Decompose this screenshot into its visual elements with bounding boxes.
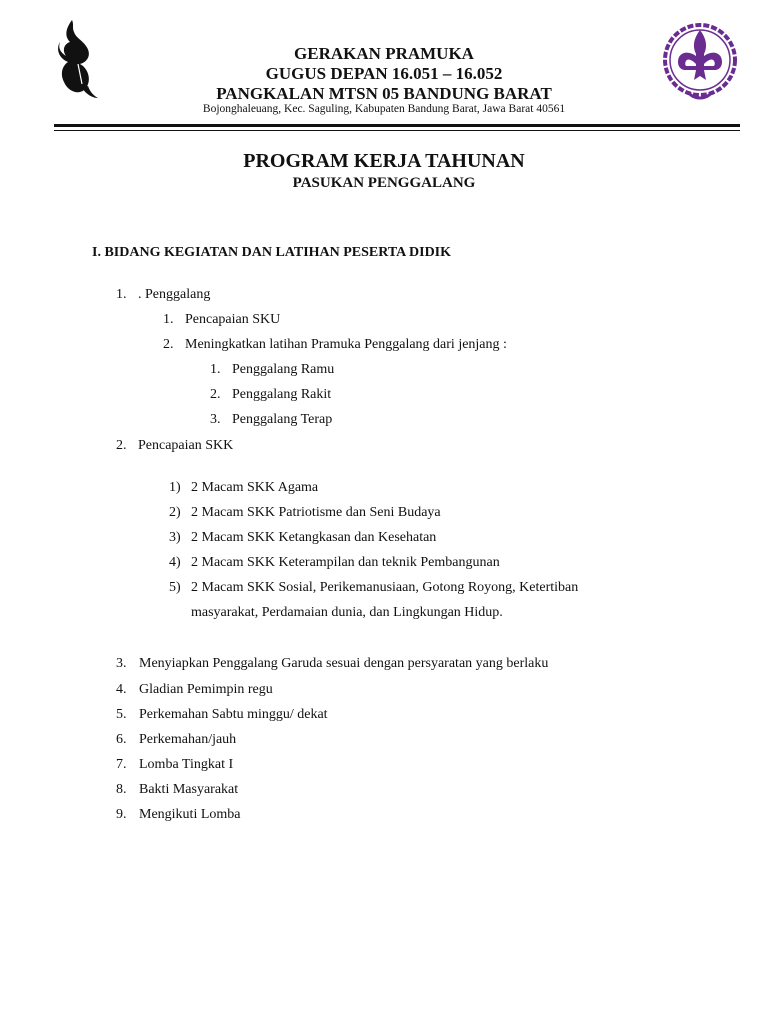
list-text: Penggalang Terap xyxy=(232,412,333,427)
list-text: Perkemahan/jauh xyxy=(139,732,237,747)
list-text: masyarakat, Perdamaian dunia, dan Lingkungan Hidup. xyxy=(191,605,503,620)
list-number: 2. xyxy=(116,438,127,453)
list-text: 2 Macam SKK Keterampilan dan teknik Pembangunan xyxy=(191,555,500,570)
list-number: 3. xyxy=(210,412,221,427)
list-text: Pencapaian SKK xyxy=(138,438,234,453)
list-text: Perkemahan Sabtu minggu/ dekat xyxy=(139,707,328,722)
header-rule-thin xyxy=(54,130,740,131)
address: Bojonghaleuang, Kec. Saguling, Kabupaten Bandung Barat, Jawa Barat 40561 xyxy=(202,103,566,115)
list-text: Lomba Tingkat I xyxy=(139,757,234,772)
list-text: 2 Macam SKK Sosial, Perikemanusiaan, Gotong Royong, Ketertiban xyxy=(191,580,579,595)
list-number: 1) xyxy=(169,480,181,495)
list-number: 2. xyxy=(163,337,174,352)
list-text: Meningkatkan latihan Pramuka Penggalang dari jenjang : xyxy=(185,337,507,352)
list-text: 2 Macam SKK Agama xyxy=(191,480,319,495)
document-title: PROGRAM KERJA TAHUNAN xyxy=(243,150,525,172)
list-text: Gladian Pemimpin regu xyxy=(139,682,273,697)
list-number: 4) xyxy=(169,555,181,570)
list-text: Bakti Masyarakat xyxy=(139,782,239,797)
tunas-kelapa-icon xyxy=(52,18,102,102)
list-number: 5. xyxy=(116,707,127,722)
pangkalan: PANGKALAN MTSN 05 BANDUNG BARAT xyxy=(216,84,552,103)
list-number: 4. xyxy=(116,682,127,697)
section-heading: I. BIDANG KEGIATAN DAN LATIHAN PESERTA DIDIK xyxy=(92,245,452,260)
list-number: 2. xyxy=(210,387,221,402)
list-number: 3. xyxy=(116,656,127,671)
header-rule-thick xyxy=(54,124,740,127)
list-text: 2 Macam SKK Ketangkasan dan Kesehatan xyxy=(191,530,437,545)
list-number: 6. xyxy=(116,732,127,747)
org-name: GERAKAN PRAMUKA xyxy=(294,44,474,63)
list-text: Penggalang Rakit xyxy=(232,387,332,402)
list-text: Mengikuti Lomba xyxy=(139,807,241,822)
list-number: 8. xyxy=(116,782,127,797)
list-number: 1. xyxy=(116,287,127,302)
list-number: 7. xyxy=(116,757,127,772)
list-number: 2) xyxy=(169,505,181,520)
list-text: Penggalang Ramu xyxy=(232,362,335,377)
list-number: 1. xyxy=(210,362,221,377)
document-subtitle: PASUKAN PENGGALANG xyxy=(292,175,476,191)
list-text: . Penggalang xyxy=(138,287,211,302)
list-number: 3) xyxy=(169,530,181,545)
list-number: 1. xyxy=(163,312,174,327)
list-text: Menyiapkan Penggalang Garuda sesuai dengan persyaratan yang berlaku xyxy=(139,656,549,671)
gugus-depan: GUGUS DEPAN 16.051 – 16.052 xyxy=(265,64,503,83)
list-number: 5) xyxy=(169,580,181,595)
list-text: 2 Macam SKK Patriotisme dan Seni Budaya xyxy=(191,505,441,520)
list-number: 9. xyxy=(116,807,127,822)
wosm-fleur-de-lis-icon xyxy=(660,20,740,104)
list-text: Pencapaian SKU xyxy=(185,312,281,327)
